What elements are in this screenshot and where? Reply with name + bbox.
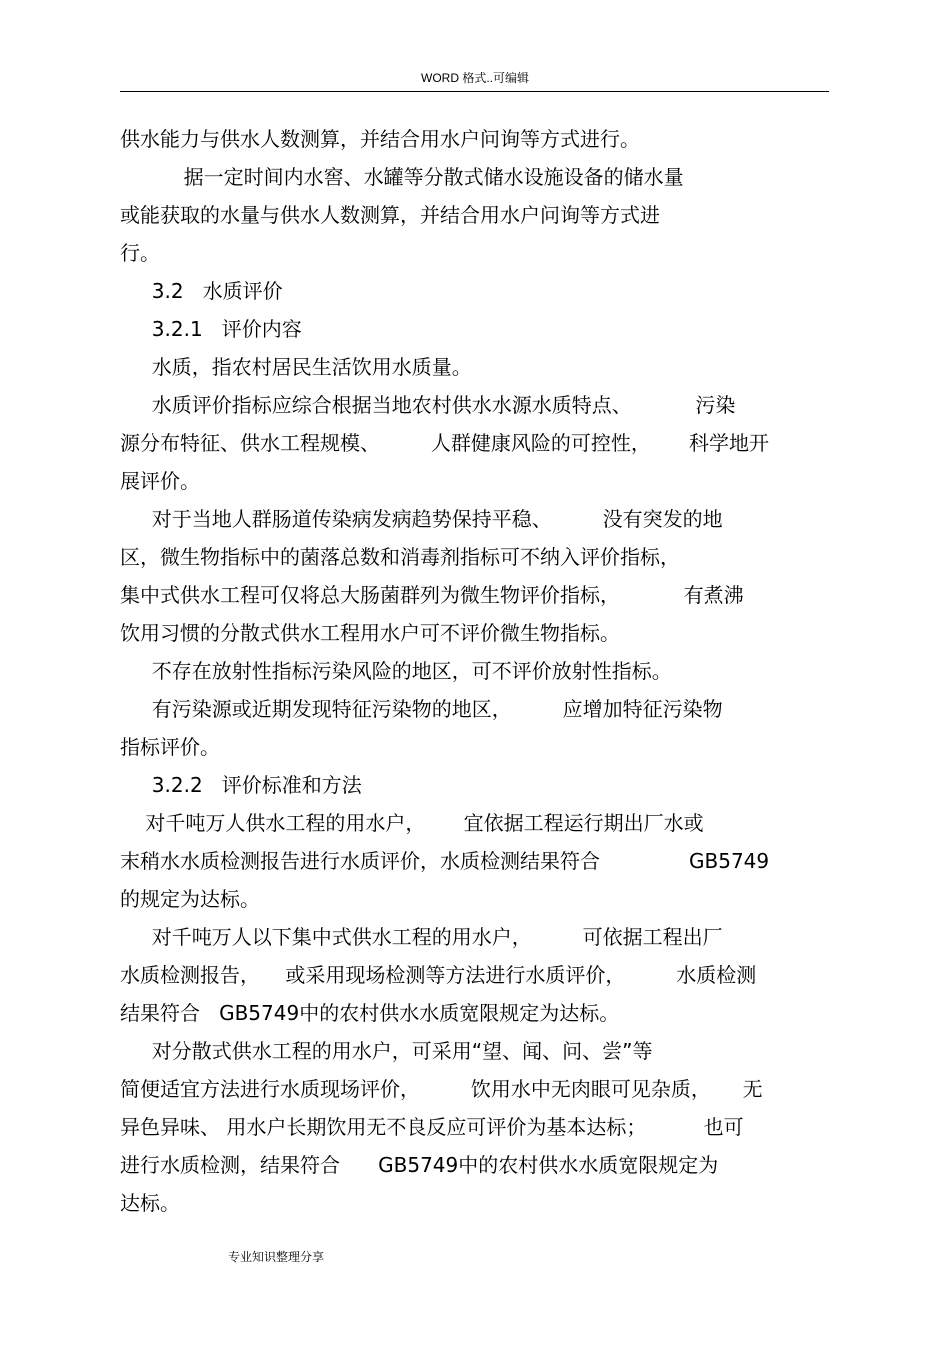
text-line: 据一定时间内水窖、水罐等分散式储水设施设备的储水量 xyxy=(120,165,684,189)
text-line: 对分散式供水工程的用水户，可采用“望、闻、问、尝”等 xyxy=(120,1039,653,1063)
text-line: 供水能力与供水人数测算，并结合用水户问询等方式进行。 xyxy=(120,127,640,151)
page-footer: 专业知识整理分享 xyxy=(228,1250,325,1264)
text-line: 异色异味、 用水户长期饮用无不良反应可评价为基本达标； 也可 xyxy=(120,1115,744,1139)
text-line: 进行水质检测，结果符合 GB5749中的农村供水水质宽限规定为 xyxy=(120,1153,719,1177)
text-line: 区，微生物指标中的菌落总数和消毒剂指标可不纳入评价指标， xyxy=(120,545,680,569)
text-line: 行。 xyxy=(120,241,160,265)
text-line: 不存在放射性指标污染风险的地区，可不评价放射性指标。 xyxy=(120,659,672,683)
section-heading-3-2: 3.2 水质评价 xyxy=(120,279,283,303)
text-line: 水质检测报告， 或采用现场检测等方法进行水质评价， 水质检测 xyxy=(120,963,757,987)
page-header: WORD 格式..可编辑 xyxy=(421,71,529,85)
text-line: 结果符合 GB5749中的农村供水水质宽限规定为达标。 xyxy=(120,1001,620,1025)
header-divider xyxy=(120,91,829,92)
section-heading-3-2-2: 3.2.2 评价标准和方法 xyxy=(120,773,362,797)
text-line: 末稍水水质检测报告进行水质评价，水质检测结果符合 GB5749 xyxy=(120,849,770,873)
text-line: 有污染源或近期发现特征污染物的地区， 应增加特征污染物 xyxy=(120,697,723,721)
text-line: 展评价。 xyxy=(120,469,200,493)
text-line: 简便适宜方法进行水质现场评价， 饮用水中无肉眼可见杂质， 无 xyxy=(120,1077,763,1101)
text-line: 饮用习惯的分散式供水工程用水户可不评价微生物指标。 xyxy=(120,621,620,645)
text-line: 达标。 xyxy=(120,1191,180,1215)
text-line: 水质评价指标应综合根据当地农村供水水源水质特点、 污染 xyxy=(120,393,736,417)
text-line: 的规定为达标。 xyxy=(120,887,260,911)
text-line: 指标评价。 xyxy=(120,735,220,759)
text-line: 源分布特征、供水工程规模、 人群健康风险的可控性， 科学地开 xyxy=(120,431,770,455)
text-line: 集中式供水工程可仅将总大肠菌群列为微生物评价指标， 有煮沸 xyxy=(120,583,744,607)
text-line: 或能获取的水量与供水人数测算，并结合用水户问询等方式进 xyxy=(120,203,660,227)
section-heading-3-2-1: 3.2.1 评价内容 xyxy=(120,317,302,341)
text-line: 对于当地人群肠道传染病发病趋势保持平稳、 没有突发的地 xyxy=(120,507,723,531)
text-line: 对千吨万人以下集中式供水工程的用水户， 可依据工程出厂 xyxy=(120,925,723,949)
text-line: 对千吨万人供水工程的用水户， 宜依据工程运行期出厂水或 xyxy=(120,811,704,835)
document-body xyxy=(120,120,840,1222)
text-line: 水质，指农村居民生活饮用水质量。 xyxy=(120,355,472,379)
